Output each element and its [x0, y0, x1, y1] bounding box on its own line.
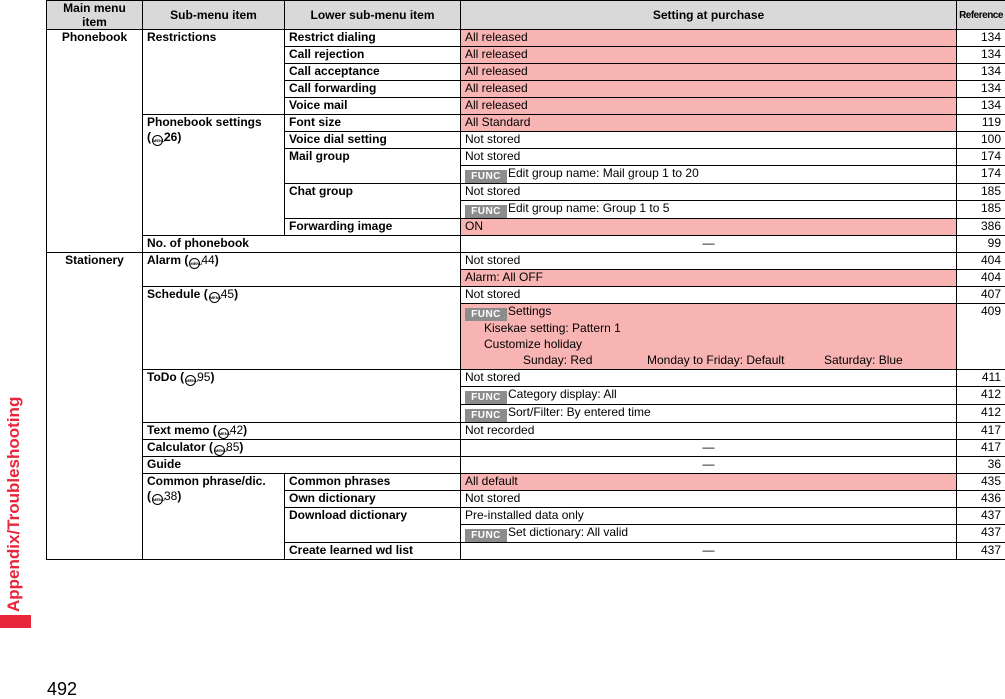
table-row [47, 370, 1005, 387]
lower-item: Common phrases [285, 474, 461, 491]
detail-text: Customize holiday [465, 337, 582, 351]
lower-item: Own dictionary [285, 491, 461, 508]
sub-item-restrictions: Restrictions [143, 30, 285, 115]
main-item-phonebook: Phonebook [47, 30, 143, 253]
section-side-label: Appendix/Troubleshooting [4, 397, 24, 612]
reference-page: 174 [957, 166, 1005, 184]
page-ref: 45 [221, 287, 234, 301]
reference-page: 404 [957, 253, 1005, 270]
header-sub: Sub-menu item [143, 1, 285, 30]
sub-item-alarm: Alarm ( MENU44) [143, 253, 461, 287]
func-icon: FUNC [465, 170, 507, 183]
reference-page: 36 [957, 457, 1005, 474]
lower-item: Download dictionary [285, 508, 461, 543]
menu-icon: MENU [189, 258, 200, 269]
reference-page: 185 [957, 201, 1005, 219]
lower-item: Chat group [285, 184, 461, 219]
header-ref: Reference [957, 1, 1005, 30]
setting-value: Not stored [461, 491, 957, 508]
sub-item-phonebook-settings: Phonebook settings ( MENU26) [143, 115, 285, 236]
sub-item-common-phrase: Common phrase/dic. ( MENU38) [143, 474, 285, 560]
lower-item: Call forwarding [285, 81, 461, 98]
func-setting [461, 201, 957, 219]
sub-item-no-of-phonebook: No. of phonebook [143, 236, 461, 253]
header-main: Main menu item [47, 1, 143, 30]
setting-value: Pre-installed data only [461, 508, 957, 525]
reference-page: 417 [957, 423, 1005, 440]
reference-page: 417 [957, 440, 1005, 457]
func-setting [461, 525, 957, 543]
func-text: Category display: All [508, 387, 617, 401]
reference-page: 407 [957, 287, 1005, 304]
reference-page: 437 [957, 508, 1005, 525]
reference-page: 134 [957, 47, 1005, 64]
lower-item: Create learned wd list [285, 543, 461, 560]
setting-value: Not stored [461, 149, 957, 166]
reference-page: 412 [957, 387, 1005, 405]
sub-item-label: Phonebook settings [147, 115, 262, 129]
sub-item-calculator: Calculator ( MENU85) [143, 440, 461, 457]
detail-text: Monday to Friday: Default [647, 353, 824, 368]
func-setting [461, 405, 957, 423]
func-icon: FUNC [465, 409, 507, 422]
menu-icon: MENU [152, 135, 163, 146]
func-setting [461, 387, 957, 405]
setting-value: ― [461, 236, 957, 253]
table-row [47, 253, 1005, 270]
func-text: Edit group name: Mail group 1 to 20 [508, 166, 699, 180]
reference-page: 404 [957, 270, 1005, 287]
reference-page: 437 [957, 525, 1005, 543]
page-ref: 44 [201, 253, 214, 267]
table-row [47, 423, 1005, 440]
sub-item-schedule: Schedule ( MENU45) [143, 287, 461, 370]
setting-value: ― [461, 543, 957, 560]
setting-value: Not recorded [461, 423, 957, 440]
sub-item-label: Calculator [147, 440, 206, 454]
header-row [47, 1, 1005, 30]
lower-item: Voice dial setting [285, 132, 461, 149]
page-ref: 42 [230, 423, 243, 437]
lower-item: Font size [285, 115, 461, 132]
setting-value: All released [461, 98, 957, 115]
table-row [47, 457, 1005, 474]
func-setting [461, 304, 957, 322]
header-lower: Lower sub-menu item [285, 1, 461, 30]
sub-item-todo: ToDo ( MENU95) [143, 370, 461, 423]
page-ref: 85 [226, 440, 239, 454]
setting-value: Not stored [461, 287, 957, 304]
setting-value: Not stored [461, 132, 957, 149]
sub-item-guide: Guide [143, 457, 461, 474]
table-row [47, 115, 1005, 132]
reference-page: 134 [957, 98, 1005, 115]
setting-value: Alarm: All OFF [461, 270, 957, 287]
setting-detail [461, 353, 957, 370]
setting-detail [461, 337, 957, 353]
setting-value: All released [461, 81, 957, 98]
func-setting [461, 166, 957, 184]
menu-icon: MENU [209, 292, 220, 303]
setting-value: ON [461, 219, 957, 236]
reference-page: 99 [957, 236, 1005, 253]
page-ref: 95 [197, 370, 210, 384]
func-text: Sort/Filter: By entered time [508, 405, 651, 419]
lower-item: Call acceptance [285, 64, 461, 81]
menu-icon: MENU [152, 494, 163, 505]
sub-item-label: Alarm [147, 253, 181, 267]
table-row [47, 440, 1005, 457]
lower-item: Voice mail [285, 98, 461, 115]
sub-item-text-memo: Text memo ( MENU42) [143, 423, 461, 440]
setting-value: ― [461, 440, 957, 457]
reference-page: 134 [957, 64, 1005, 81]
setting-value: ― [461, 457, 957, 474]
table-row [47, 287, 1005, 304]
setting-value: All released [461, 64, 957, 81]
table-row [47, 236, 1005, 253]
func-icon: FUNC [465, 205, 507, 218]
side-color-tab [0, 615, 31, 628]
sub-item-label: ToDo [147, 370, 177, 384]
reference-page: 185 [957, 184, 1005, 201]
setting-detail [461, 321, 957, 337]
menu-icon: MENU [185, 375, 196, 386]
reference-page: 134 [957, 81, 1005, 98]
reference-page: 386 [957, 219, 1005, 236]
menu-icon: MENU [214, 445, 225, 456]
page-number: 492 [47, 680, 77, 698]
func-text: Set dictionary: All valid [508, 525, 628, 539]
func-icon: FUNC [465, 529, 507, 542]
page-ref: 26 [164, 130, 177, 144]
sub-item-label: Text memo [147, 423, 209, 437]
setting-value: Not stored [461, 370, 957, 387]
settings-table [46, 0, 1005, 560]
reference-page: 411 [957, 370, 1005, 387]
reference-page: 100 [957, 132, 1005, 149]
reference-page: 412 [957, 405, 1005, 423]
main-item-stationery: Stationery [47, 253, 143, 560]
header-setting: Setting at purchase [461, 1, 957, 30]
lower-item: Call rejection [285, 47, 461, 64]
reference-page: 119 [957, 115, 1005, 132]
setting-value: Not stored [461, 253, 957, 270]
table-row [47, 30, 1005, 47]
table-row [47, 474, 1005, 491]
page-ref: 38 [164, 489, 177, 503]
func-icon: FUNC [465, 391, 507, 404]
detail-text: Sunday: Red [465, 353, 647, 368]
menu-icon: MENU [218, 428, 229, 439]
setting-value: All released [461, 30, 957, 47]
setting-value: All default [461, 474, 957, 491]
lower-item: Restrict dialing [285, 30, 461, 47]
reference-page: 134 [957, 30, 1005, 47]
sub-item-label: Schedule [147, 287, 200, 301]
detail-text: Saturday: Blue [824, 353, 903, 368]
func-text: Edit group name: Group 1 to 5 [508, 201, 669, 215]
func-icon: FUNC [465, 308, 507, 321]
reference-page: 435 [957, 474, 1005, 491]
setting-value: All Standard [461, 115, 957, 132]
setting-value: All released [461, 47, 957, 64]
setting-value: Not stored [461, 184, 957, 201]
reference-page: 409 [957, 304, 1005, 370]
reference-page: 174 [957, 149, 1005, 166]
sub-item-label: Common phrase/dic. [147, 474, 266, 488]
lower-item: Mail group [285, 149, 461, 184]
func-text: Settings [508, 304, 551, 318]
lower-item: Forwarding image [285, 219, 461, 236]
reference-page: 437 [957, 543, 1005, 560]
detail-text: Kisekae setting: Pattern 1 [465, 321, 621, 335]
reference-page: 436 [957, 491, 1005, 508]
